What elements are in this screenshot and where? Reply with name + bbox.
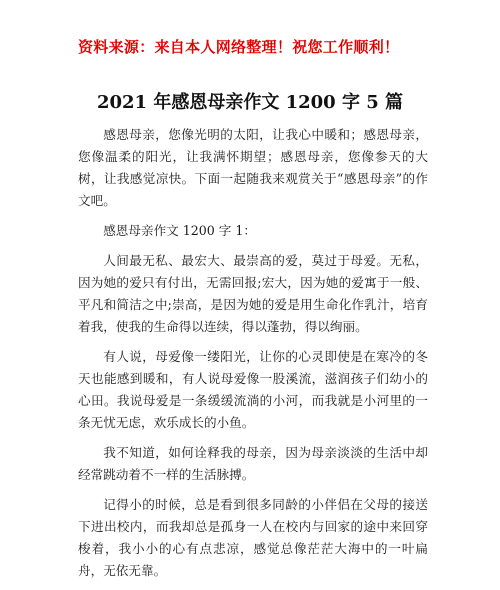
- page-title: 2021 年感恩母亲作文 1200 字 5 篇: [96, 92, 404, 113]
- body-paragraph: 我不知道，如何诠释我的母亲，因为母亲淡淡的生活中却经常跳动着不一样的生活脉搏。: [78, 445, 428, 482]
- intro-paragraph: 感恩母亲，您像光明的太阳，让我心中暖和；感恩母亲，您像温柔的阳光，让我满怀期望；感恩母亲，您像参天的大树，让我感觉凉快。下面一起随我来观赏关于“感恩母亲”的作文吧。: [78, 127, 428, 208]
- body-paragraph: 有人说，母爱像一缕阳光，让你的心灵即使是在寒冷的冬天也能感到暖和，有人说母爱像一股溪流，滋润孩子们幼小的心田。我说母爱是一条缓缓流淌的小河，而我就是小河里的一条无忧无虑，欢乐成长的小鱼。: [78, 349, 428, 430]
- source-banner: 资料来源：来自本人网络整理！祝您工作顺利！: [78, 38, 400, 56]
- article-body: [78, 124, 428, 590]
- body-paragraph: 记得小的时候，总是看到很多同龄的小伴侣在父母的接送下进出校内，而我却总是孤身一人在校内与回家的途中来回穿梭着，我小小的心有点悲凉，感觉总像茫茫大海中的一叶扁舟，无依无靠。: [78, 497, 428, 578]
- body-paragraph: 人间最无私、最宏大、最崇高的爱，莫过于母爱。无私，因为她的爱只有付出，无需回报;宏大，因为她的爱寓于一般、平凡和简洁之中;崇高，是因为她的爱是用生命化作乳汁，培育着我，使我的生命得以连续，得以蓬勃，得以绚丽。: [78, 253, 428, 334]
- section-heading: 感恩母亲作文 1200 字 1：: [103, 223, 257, 238]
